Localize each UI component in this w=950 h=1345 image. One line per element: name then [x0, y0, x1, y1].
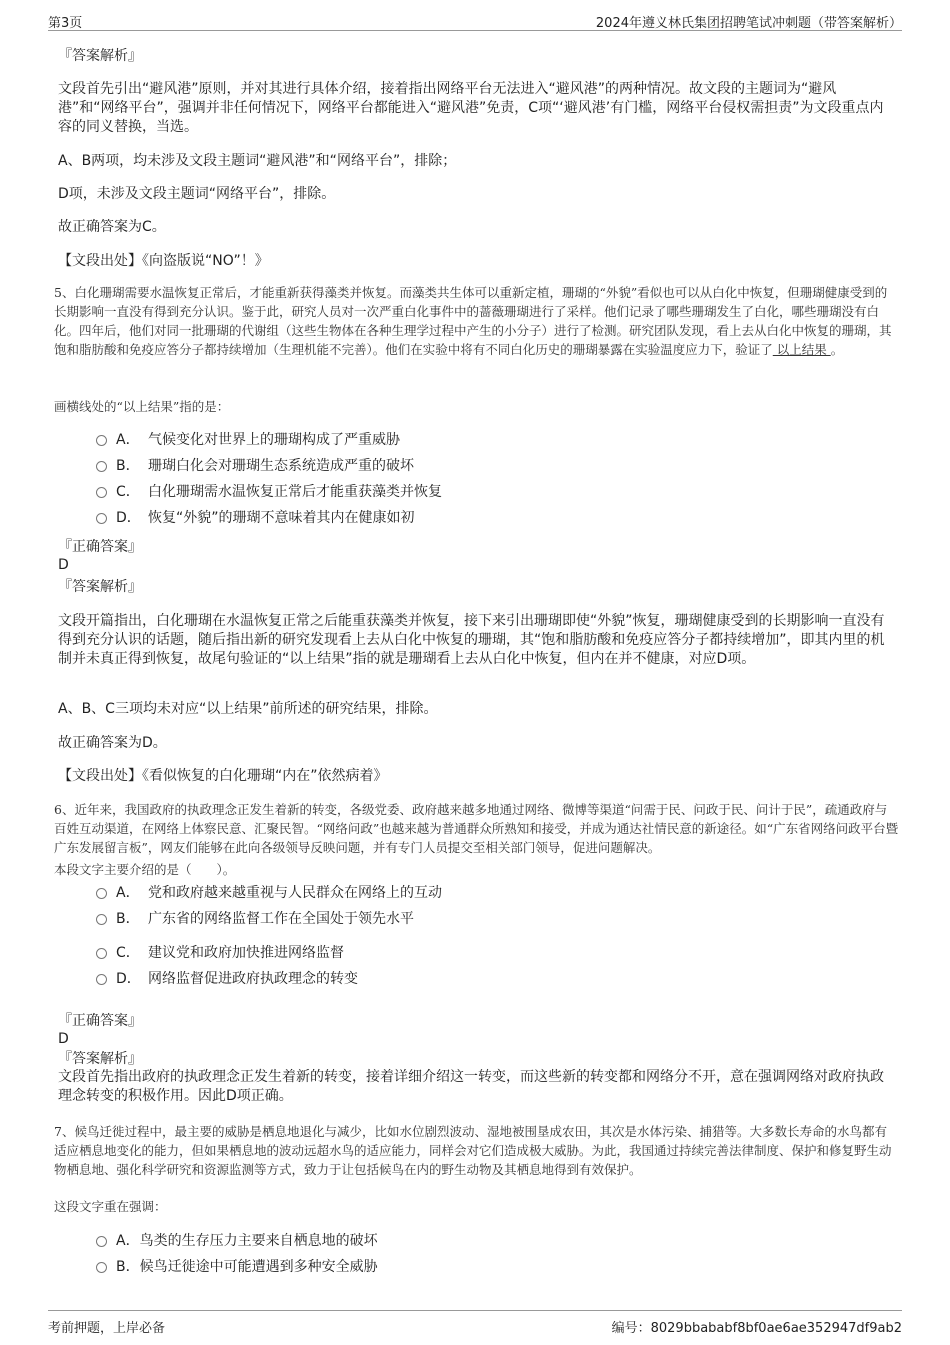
- q5-option-a[interactable]: A． 气候变化对世界上的珊瑚构成了严重威胁: [96, 431, 400, 449]
- q4-conclusion: 故正确答案为C。: [58, 219, 166, 235]
- q4-d-explanation: D项，未涉及文段主题词“网络平台”，排除。: [58, 186, 336, 202]
- q7-option-b[interactable]: B．候鸟迁徙途中可能遭遇到多种安全威胁: [96, 1258, 378, 1276]
- q6-stem: 6、近年来，我国政府的执政理念正发生着新的转变，各级党委、政府越来越多地通过网络、微博等渠道“问需于民、问政于民、问计于民”，疏通政府与百姓互动渠道，在网络上体察民意、汇聚民智。“网络问政”也越来越为普通群众所熟知和接受，并成为通达社情民意的新途径。如“广东省网络问政平台暨广东发展留言板”，网友们能够在此向各级领导反映问题，并有专门人员提交至相关部门领导，促进问题解决。: [54, 802, 899, 855]
- q5-analysis-text: 文段开篇指出，白化珊瑚在水温恢复正常之后能重获藻类并恢复，接下来引出珊瑚即使“外貌”恢复，珊瑚健康受到的长期影响一直没有得到充分认识的话题，随后指出新的研究发现看上去从白化中恢复的珊瑚，其“饱和脂肪酸和免疫应答分子都持续增加”，即其内里的机制并未真正得到恢复，故尾句验证的“以上结果”指的就是珊瑚看上去从白化中恢复，但内在并不健康，对应D项。: [58, 613, 885, 667]
- q5-option-d[interactable]: D． 恢复“外貌”的珊瑚不意味着其内在健康如初: [96, 509, 415, 527]
- q4-source: 【文段出处】《向盗版说“NO”！》: [58, 253, 269, 269]
- radio-icon[interactable]: [96, 974, 107, 985]
- q5-analysis-label: 『答案解析』: [58, 579, 142, 595]
- q6-option-d[interactable]: D． 网络监督促进政府执政理念的转变: [96, 970, 358, 988]
- footer-slogan: 考前押题，上岸必备: [48, 1321, 166, 1336]
- q5-underlined-phrase: 以上结果: [772, 342, 831, 357]
- radio-icon[interactable]: [96, 513, 107, 524]
- page-number: 第3页: [48, 16, 83, 31]
- q5-abc-explanation: A、B、C三项均未对应“以上结果”前所述的研究结果，排除。: [58, 701, 438, 717]
- q5-option-c[interactable]: C． 白化珊瑚需水温恢复正常后才能重获藻类并恢复: [96, 483, 442, 501]
- q7-question: 这段文字重在强调：: [54, 1199, 167, 1214]
- page-footer: [48, 1310, 902, 1335]
- q5-conclusion: 故正确答案为D。: [58, 735, 167, 751]
- radio-icon[interactable]: [96, 461, 107, 472]
- document-code: 编号：8029bbababf8bf0ae6ae352947df9ab2: [611, 1321, 902, 1336]
- radio-icon[interactable]: [96, 435, 107, 446]
- q5-correct-label: 『正确答案』: [58, 539, 142, 555]
- q6-question: 本段文字主要介绍的是（ ）。: [54, 862, 236, 877]
- q5-question: 画横线处的“以上结果”指的是：: [54, 399, 230, 414]
- document-title: 2024年遵义林氏集团招聘笔试冲刺题（带答案解析）: [595, 16, 902, 31]
- radio-icon[interactable]: [96, 888, 107, 899]
- q5-source: 【文段出处】《看似恢复的白化珊瑚“内在”依然病着》: [58, 768, 388, 784]
- q6-option-c[interactable]: C． 建议党和政府加快推进网络监督: [96, 944, 344, 962]
- q4-analysis-label: 『答案解析』: [58, 48, 142, 64]
- q6-option-b[interactable]: B． 广东省的网络监督工作在全国处于领先水平: [96, 910, 414, 928]
- q6-correct-answer: D: [58, 1031, 69, 1047]
- page-header: [48, 10, 902, 31]
- q6-analysis-text: 文段首先指出政府的执政理念正发生着新的转变，接着详细介绍这一转变，而这些新的转变都和网络分不开，意在强调网络对政府执政理念转变的积极作用。因此D项正确。: [58, 1069, 884, 1104]
- radio-icon[interactable]: [96, 487, 107, 498]
- q4-ab-explanation: A、B两项，均未涉及文段主题词“避风港”和“网络平台”，排除；: [58, 153, 457, 169]
- q5-option-b[interactable]: B． 珊瑚白化会对珊瑚生态系统造成严重的破坏: [96, 457, 414, 475]
- q5-stem: 5、白化珊瑚需要水温恢复正常后，才能重新获得藻类并恢复。而藻类共生体可以重新定植，珊瑚的“外貌”看似也可以从白化中恢复，但珊瑚健康受到的长期影响一直没有得到充分认识。鉴于此，研究人员对一次严重白化事件中的蔷薇珊瑚进行了采样。他们记录了哪些珊瑚发生了白化，哪些珊瑚没有白化。四年后，他们对同一批珊瑚的代谢组（这些生物体在各种生理学过程中产生的小分子）进行了检测。研究团队发现，看上去从白化中恢复的珊瑚，其饱和脂肪酸和免疫应答分子都持续增加（生理机能不完善）。他们在实验中将有不同白化历史的珊瑚暴露在实验温度应力下，验证了 以上结果 。: [54, 285, 892, 357]
- radio-icon[interactable]: [96, 948, 107, 959]
- q6-analysis-label: 『答案解析』: [58, 1051, 142, 1067]
- radio-icon[interactable]: [96, 1236, 107, 1247]
- q5-correct-answer: D: [58, 557, 69, 573]
- radio-icon[interactable]: [96, 1262, 107, 1273]
- radio-icon[interactable]: [96, 914, 107, 925]
- q6-option-a[interactable]: A． 党和政府越来越重视与人民群众在网络上的互动: [96, 884, 442, 902]
- q7-stem: 7、候鸟迁徙过程中，最主要的威胁是栖息地退化与减少，比如水位剧烈波动、湿地被围垦成农田，其次是水体污染、捕猎等。大多数长寿命的水鸟都有适应栖息地变化的能力，但如果栖息地的波动远超水鸟的适应能力，同样会对它们造成极大威胁。为此，我国通过持续完善法律制度、保护和修复野生动物栖息地、强化科学研究和资源监测等方式，致力于让包括候鸟在内的野生动物及其栖息地得到有效保护。: [54, 1124, 892, 1177]
- q6-correct-label: 『正确答案』: [58, 1013, 142, 1029]
- q7-option-a[interactable]: A．鸟类的生存压力主要来自栖息地的破坏: [96, 1232, 378, 1250]
- q4-analysis-text: 文段首先引出“避风港”原则，并对其进行具体介绍，接着指出网络平台无法进入“避风港”的两种情况。故文段的主题词为“避风港”和“网络平台”，强调并非任何情况下，网络平台都能进入“避风港”免责，C项“‘避风港’有门槛，网络平台侵权需担责”为文段重点内容的同义替换，当选。: [58, 81, 884, 135]
